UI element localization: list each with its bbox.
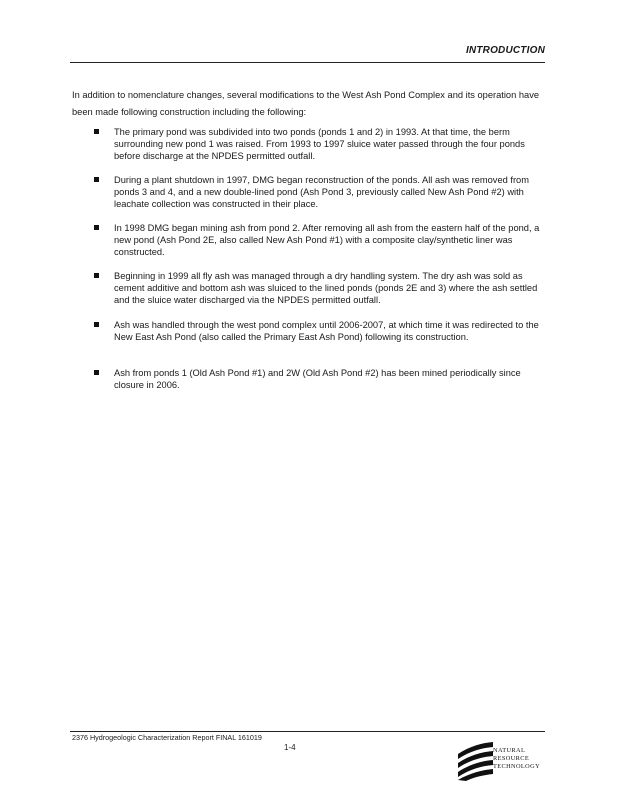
natural-resource-technology-logo-icon — [456, 738, 494, 782]
bullet-marker — [94, 322, 99, 327]
list-item — [114, 319, 550, 343]
intro-paragraph: In addition to nomenclature changes, several modifications to the West Ash Pond Complex and its operation have been made following construction including the following: — [72, 90, 540, 118]
footer-report-title: 2376 Hydrogeologic Characterization Report FINAL 161019 — [72, 733, 262, 742]
bullet-marker — [94, 225, 99, 230]
list-item-text: During a plant shutdown in 1997, DMG began reconstruction of the ponds. All ash was removed from ponds 3 and 4, and a new double-lined pond (Ash Pond 3, previously called New Ash Pond #2) with leachate collection was constructed in their place. — [114, 175, 529, 209]
company-logo — [456, 738, 566, 782]
section-title: INTRODUCTION — [465, 45, 545, 56]
logo-line: NATURAL — [493, 747, 526, 754]
logo-wordmark — [493, 747, 540, 771]
list-item — [114, 126, 550, 162]
list-item-text: Ash from ponds 1 (Old Ash Pond #1) and 2W (Old Ash Pond #2) has been mined periodically since closure in 2006. — [114, 368, 521, 390]
bullet-marker — [94, 370, 99, 375]
bullet-marker — [94, 129, 99, 134]
list-item-text: The primary pond was subdivided into two ponds (ponds 1 and 2) in 1993. At that time, the berm surrounding new pond 1 was raised. From 1993 to 1997 sluice water passed through the four ponds before discharge at the NPDES permitted outfall. — [114, 127, 525, 161]
list-item-text: Beginning in 1999 all fly ash was managed through a dry handling system. The dry ash was sold as cement additive and bottom ash was sluiced to the lined ponds (ponds 2E and 3) where the ash settled and the sluice water discharged via the NPDES permitted outfall. — [114, 271, 538, 305]
list-item-text: Ash was handled through the west pond complex until 2006-2007, at which time it was redirected to the New East Ash Pond (also called the Primary East Ash Pond) following its construction. — [114, 320, 539, 342]
header-divider — [70, 62, 545, 63]
list-item — [114, 367, 550, 391]
logo-line: TECHNOLOGY — [493, 763, 541, 770]
list-item — [114, 174, 550, 210]
list-item — [114, 270, 550, 306]
page-number: 1-4 — [284, 743, 296, 752]
list-item — [114, 222, 550, 258]
list-item-text: In 1998 DMG began mining ash from pond 2. After removing all ash from the eastern half of the pond, a new pond (Ash Pond 2E, also called New Ash Pond #1) with a composite clay/synthetic liner was constructed. — [114, 223, 540, 257]
logo-line: RESOURCE — [493, 755, 530, 762]
footer-divider — [70, 731, 545, 732]
bullet-marker — [94, 273, 99, 278]
bullet-marker — [94, 177, 99, 182]
